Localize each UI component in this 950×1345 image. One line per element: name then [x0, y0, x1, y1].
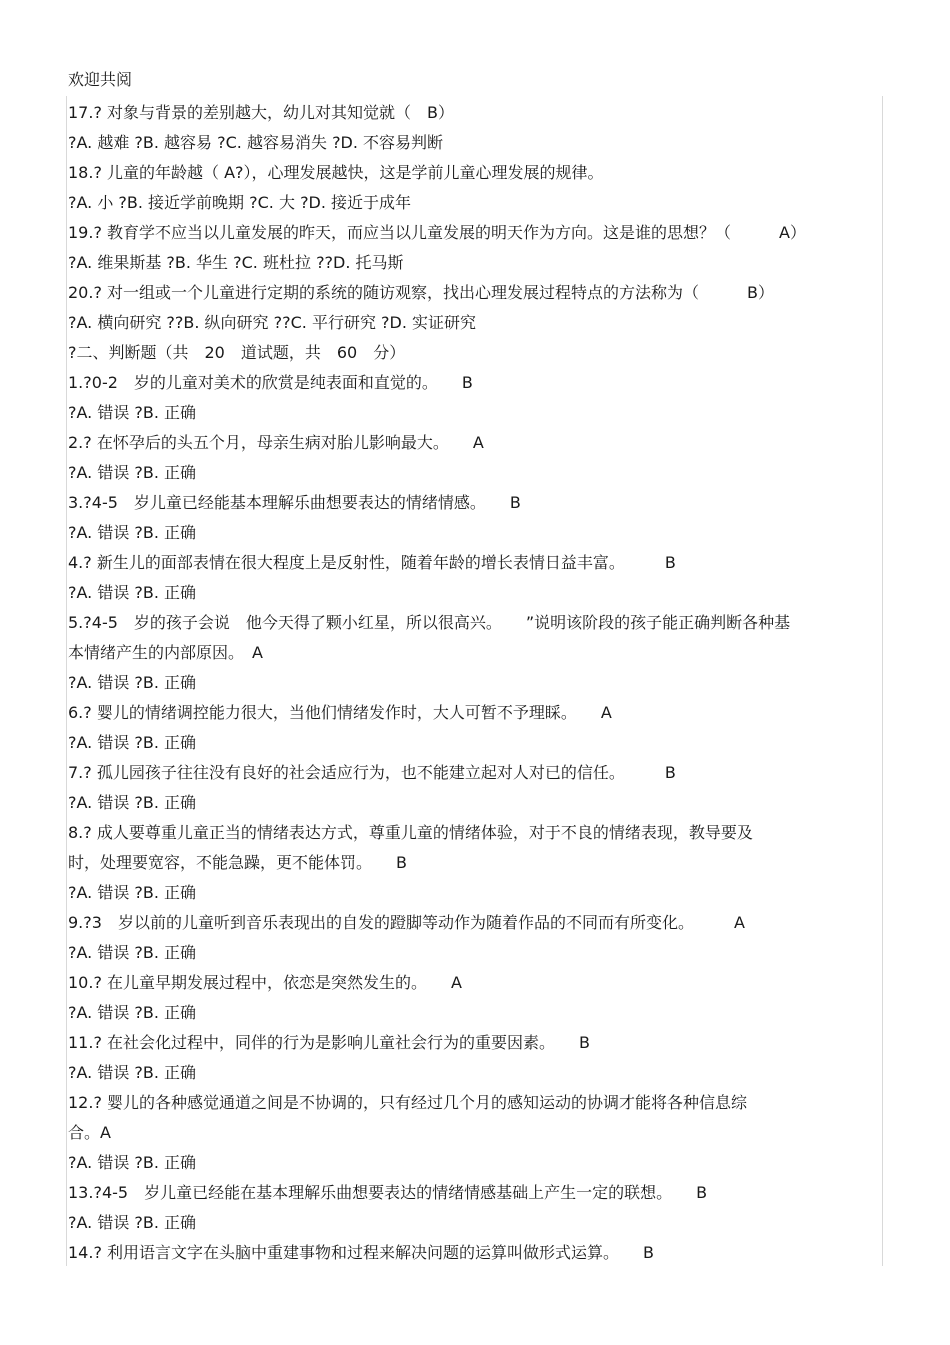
- tf-question-12: 12.? 婴儿的各种感觉通道之间是不协调的，只有经过几个月的感知运动的协调才能将各种信息综: [68, 1093, 748, 1112]
- tf-question-2: 2.? 在怀孕后的头五个月，母亲生病对胎儿影响最大。 A: [68, 433, 484, 452]
- left-margin-rule: [66, 96, 67, 1266]
- tf-options-9: ?A. 错误 ?B. 正确: [68, 943, 197, 962]
- tf-options-4: ?A. 错误 ?B. 正确: [68, 583, 197, 602]
- options-20: ?A. 横向研究 ??B. 纵向研究 ??C. 平行研究 ?D. 实证研究: [68, 313, 477, 332]
- tf-options-12: ?A. 错误 ?B. 正确: [68, 1153, 197, 1172]
- page-header: 欢迎共阅: [68, 70, 133, 89]
- tf-question-10: 10.? 在儿童早期发展过程中，依恋是突然发生的。 A: [68, 973, 462, 992]
- question-18: 18.? 儿童的年龄越（ A?），心理发展越快，这是学前儿童心理发展的规律。: [68, 163, 604, 182]
- tf-options-2: ?A. 错误 ?B. 正确: [68, 463, 197, 482]
- tf-options-6: ?A. 错误 ?B. 正确: [68, 733, 197, 752]
- question-list: [68, 98, 878, 1268]
- tf-question-11: 11.? 在社会化过程中，同伴的行为是影响儿童社会行为的重要因素。 B: [68, 1033, 591, 1052]
- tf-options-1: ?A. 错误 ?B. 正确: [68, 403, 197, 422]
- tf-options-11: ?A. 错误 ?B. 正确: [68, 1063, 197, 1082]
- tf-options-3: ?A. 错误 ?B. 正确: [68, 523, 197, 542]
- tf-question-12-cont: 合。A: [68, 1123, 111, 1142]
- tf-question-6: 6.? 婴儿的情绪调控能力很大，当他们情绪发作时，大人可暂不予理睬。 A: [68, 703, 612, 722]
- options-19: ?A. 维果斯基 ?B. 华生 ?C. 班杜拉 ??D. 托马斯: [68, 253, 404, 272]
- tf-question-5: 5.?4-5 岁的孩子会说 他今天得了颗小红星，所以很高兴。 ”说明该阶段的孩子能正确判断各种基: [68, 613, 791, 632]
- tf-question-1: 1.?0-2 岁的儿童对美术的欣赏是纯表面和直觉的。 B: [68, 373, 473, 392]
- tf-question-4: 4.? 新生儿的面部表情在很大程度上是反射性，随着年龄的增长表情日益丰富。 B: [68, 553, 676, 572]
- tf-options-8: ?A. 错误 ?B. 正确: [68, 883, 197, 902]
- tf-question-5-cont: 本情绪产生的内部原因。 A: [68, 643, 263, 662]
- tf-question-13: 13.?4-5 岁儿童已经能在基本理解乐曲想要表达的情绪情感基础上产生一定的联想。 B: [68, 1183, 708, 1202]
- tf-question-7: 7.? 孤儿园孩子往往没有良好的社会适应行为，也不能建立起对人对已的信任。 B: [68, 763, 676, 782]
- tf-options-7: ?A. 错误 ?B. 正确: [68, 793, 197, 812]
- options-17: ?A. 越难 ?B. 越容易 ?C. 越容易消失 ?D. 不容易判断: [68, 133, 444, 152]
- tf-options-5: ?A. 错误 ?B. 正确: [68, 673, 197, 692]
- tf-question-9: 9.?3 岁以前的儿童听到音乐表现出的自发的蹬脚等动作为随着作品的不同而有所变化。 A: [68, 913, 745, 932]
- question-20: 20.? 对一组或一个儿童进行定期的系统的随访观察，找出心理发展过程特点的方法称为（ B）: [68, 283, 775, 302]
- tf-question-3: 3.?4-5 岁儿童已经能基本理解乐曲想要表达的情绪情感。 B: [68, 493, 521, 512]
- section-heading-true-false: ?二、判断题（共 20 道试题，共 60 分）: [68, 343, 406, 362]
- question-19: 19.? 教育学不应当以儿童发展的昨天，而应当以儿童发展的明天作为方向。这是谁的思想？（ A）: [68, 223, 806, 242]
- tf-options-10: ?A. 错误 ?B. 正确: [68, 1003, 197, 1022]
- tf-question-8-cont: 时，处理要宽容，不能急躁，更不能体罚。 B: [68, 853, 407, 872]
- options-18: ?A. 小 ?B. 接近学前晚期 ?C. 大 ?D. 接近于成年: [68, 193, 412, 212]
- tf-options-13: ?A. 错误 ?B. 正确: [68, 1213, 197, 1232]
- tf-question-8: 8.? 成人要尊重儿童正当的情绪表达方式，尊重儿童的情绪体验，对于不良的情绪表现，教导要及: [68, 823, 753, 842]
- question-17: 17.? 对象与背景的差别越大，幼儿对其知觉就（ B）: [68, 103, 455, 122]
- tf-question-14: 14.? 利用语言文字在头脑中重建事物和过程来解决问题的运算叫做形式运算。 B: [68, 1243, 655, 1262]
- right-margin-rule: [882, 96, 883, 1266]
